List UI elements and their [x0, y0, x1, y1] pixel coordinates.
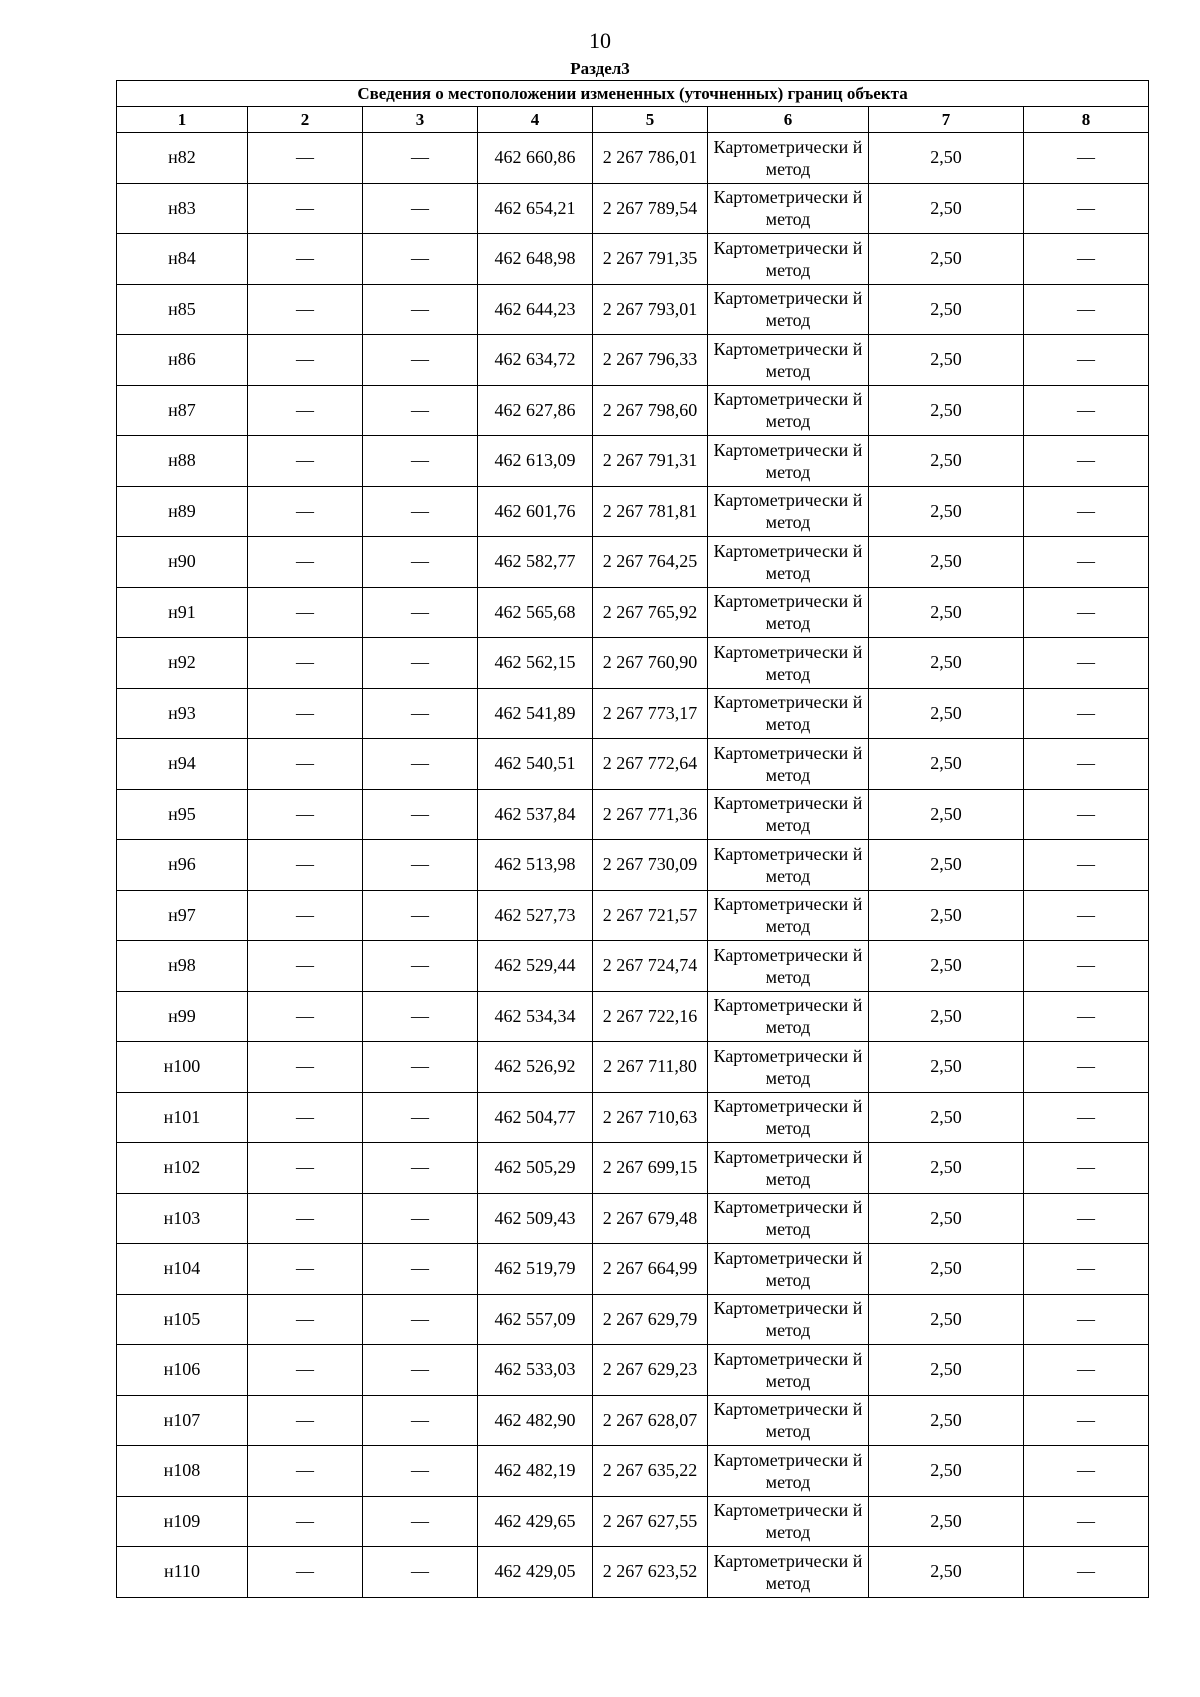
column-2-cell: —: [248, 284, 363, 335]
point-name-cell: н92: [117, 638, 248, 689]
column-8-cell: —: [1024, 335, 1149, 386]
x-coordinate-cell: 462 429,05: [478, 1547, 593, 1598]
table-row: [117, 638, 1149, 689]
method-cell: Картометрически й метод: [708, 1395, 869, 1446]
accuracy-cell: 2,50: [869, 1345, 1024, 1396]
point-name-cell: н95: [117, 789, 248, 840]
y-coordinate-cell: 2 267 772,64: [593, 739, 708, 790]
method-cell: Картометрически й метод: [708, 133, 869, 184]
column-8-cell: —: [1024, 1294, 1149, 1345]
table-row: [117, 1395, 1149, 1446]
y-coordinate-cell: 2 267 781,81: [593, 486, 708, 537]
column-2-cell: —: [248, 335, 363, 386]
point-name-cell: н97: [117, 890, 248, 941]
x-coordinate-cell: 462 519,79: [478, 1244, 593, 1295]
accuracy-cell: 2,50: [869, 1496, 1024, 1547]
method-cell: Картометрически й метод: [708, 688, 869, 739]
column-3-cell: —: [363, 183, 478, 234]
method-cell: Картометрически й метод: [708, 941, 869, 992]
x-coordinate-cell: 462 613,09: [478, 436, 593, 487]
point-name-cell: н101: [117, 1092, 248, 1143]
method-cell: Картометрически й метод: [708, 1042, 869, 1093]
point-name-cell: н99: [117, 991, 248, 1042]
column-3-cell: —: [363, 436, 478, 487]
x-coordinate-cell: 462 601,76: [478, 486, 593, 537]
accuracy-cell: 2,50: [869, 436, 1024, 487]
method-cell: Картометрически й метод: [708, 335, 869, 386]
column-8-cell: —: [1024, 1345, 1149, 1396]
column-8-cell: —: [1024, 840, 1149, 891]
column-3-cell: —: [363, 1244, 478, 1295]
point-name-cell: н100: [117, 1042, 248, 1093]
table-row: [117, 587, 1149, 638]
column-2-cell: —: [248, 739, 363, 790]
x-coordinate-cell: 462 648,98: [478, 234, 593, 285]
column-8-cell: —: [1024, 587, 1149, 638]
column-number-8: 8: [1024, 107, 1149, 133]
table-row: [117, 1092, 1149, 1143]
x-coordinate-cell: 462 557,09: [478, 1294, 593, 1345]
y-coordinate-cell: 2 267 730,09: [593, 840, 708, 891]
x-coordinate-cell: 462 582,77: [478, 537, 593, 588]
point-name-cell: н85: [117, 284, 248, 335]
column-3-cell: —: [363, 1446, 478, 1497]
x-coordinate-cell: 462 627,86: [478, 385, 593, 436]
accuracy-cell: 2,50: [869, 890, 1024, 941]
accuracy-cell: 2,50: [869, 1244, 1024, 1295]
x-coordinate-cell: 462 562,15: [478, 638, 593, 689]
column-8-cell: —: [1024, 1092, 1149, 1143]
column-2-cell: —: [248, 1244, 363, 1295]
table-row: [117, 234, 1149, 285]
accuracy-cell: 2,50: [869, 587, 1024, 638]
method-cell: Картометрически й метод: [708, 840, 869, 891]
accuracy-cell: 2,50: [869, 385, 1024, 436]
column-2-cell: —: [248, 1547, 363, 1598]
point-name-cell: н88: [117, 436, 248, 487]
x-coordinate-cell: 462 482,19: [478, 1446, 593, 1497]
column-3-cell: —: [363, 739, 478, 790]
column-3-cell: —: [363, 537, 478, 588]
column-3-cell: —: [363, 840, 478, 891]
accuracy-cell: 2,50: [869, 1294, 1024, 1345]
point-name-cell: н105: [117, 1294, 248, 1345]
column-number-3: 3: [363, 107, 478, 133]
method-cell: Картометрически й метод: [708, 739, 869, 790]
column-2-cell: —: [248, 436, 363, 487]
column-2-cell: —: [248, 133, 363, 184]
y-coordinate-cell: 2 267 635,22: [593, 1446, 708, 1497]
accuracy-cell: 2,50: [869, 234, 1024, 285]
column-3-cell: —: [363, 1345, 478, 1396]
column-2-cell: —: [248, 688, 363, 739]
point-name-cell: н82: [117, 133, 248, 184]
accuracy-cell: 2,50: [869, 1446, 1024, 1497]
x-coordinate-cell: 462 540,51: [478, 739, 593, 790]
column-number-6: 6: [708, 107, 869, 133]
point-name-cell: н94: [117, 739, 248, 790]
column-8-cell: —: [1024, 991, 1149, 1042]
accuracy-cell: 2,50: [869, 1395, 1024, 1446]
column-8-cell: —: [1024, 436, 1149, 487]
table-row: [117, 739, 1149, 790]
table-row: [117, 284, 1149, 335]
x-coordinate-cell: 462 537,84: [478, 789, 593, 840]
column-8-cell: —: [1024, 890, 1149, 941]
y-coordinate-cell: 2 267 771,36: [593, 789, 708, 840]
method-cell: Картометрически й метод: [708, 1244, 869, 1295]
column-2-cell: —: [248, 840, 363, 891]
column-2-cell: —: [248, 1092, 363, 1143]
column-8-cell: —: [1024, 537, 1149, 588]
method-cell: Картометрически й метод: [708, 1496, 869, 1547]
column-3-cell: —: [363, 941, 478, 992]
column-2-cell: —: [248, 1446, 363, 1497]
table-row: [117, 991, 1149, 1042]
method-cell: Картометрически й метод: [708, 234, 869, 285]
x-coordinate-cell: 462 505,29: [478, 1143, 593, 1194]
y-coordinate-cell: 2 267 791,35: [593, 234, 708, 285]
table-row: [117, 1244, 1149, 1295]
x-coordinate-cell: 462 509,43: [478, 1193, 593, 1244]
point-name-cell: н87: [117, 385, 248, 436]
accuracy-cell: 2,50: [869, 789, 1024, 840]
column-2-cell: —: [248, 587, 363, 638]
x-coordinate-cell: 462 527,73: [478, 890, 593, 941]
table-row: [117, 1345, 1149, 1396]
point-name-cell: н110: [117, 1547, 248, 1598]
y-coordinate-cell: 2 267 760,90: [593, 638, 708, 689]
y-coordinate-cell: 2 267 711,80: [593, 1042, 708, 1093]
method-cell: Картометрически й метод: [708, 385, 869, 436]
method-cell: Картометрически й метод: [708, 789, 869, 840]
method-cell: Картометрически й метод: [708, 1143, 869, 1194]
accuracy-cell: 2,50: [869, 133, 1024, 184]
x-coordinate-cell: 462 529,44: [478, 941, 593, 992]
x-coordinate-cell: 462 644,23: [478, 284, 593, 335]
section-title: Раздел3: [570, 59, 630, 78]
point-name-cell: н93: [117, 688, 248, 739]
table-row: [117, 1042, 1149, 1093]
point-name-cell: н108: [117, 1446, 248, 1497]
column-3-cell: —: [363, 688, 478, 739]
method-cell: Картометрически й метод: [708, 1547, 869, 1598]
table-row: [117, 335, 1149, 386]
accuracy-cell: 2,50: [869, 1547, 1024, 1598]
column-8-cell: —: [1024, 1496, 1149, 1547]
x-coordinate-cell: 462 482,90: [478, 1395, 593, 1446]
method-cell: Картометрически й метод: [708, 991, 869, 1042]
column-2-cell: —: [248, 1193, 363, 1244]
y-coordinate-cell: 2 267 679,48: [593, 1193, 708, 1244]
y-coordinate-cell: 2 267 699,15: [593, 1143, 708, 1194]
point-name-cell: н84: [117, 234, 248, 285]
accuracy-cell: 2,50: [869, 941, 1024, 992]
table-row: [117, 1446, 1149, 1497]
column-8-cell: —: [1024, 1547, 1149, 1598]
y-coordinate-cell: 2 267 722,16: [593, 991, 708, 1042]
accuracy-cell: 2,50: [869, 840, 1024, 891]
table-row: [117, 133, 1149, 184]
accuracy-cell: 2,50: [869, 1193, 1024, 1244]
column-3-cell: —: [363, 587, 478, 638]
column-8-cell: —: [1024, 739, 1149, 790]
accuracy-cell: 2,50: [869, 638, 1024, 689]
table-row: [117, 941, 1149, 992]
column-2-cell: —: [248, 486, 363, 537]
method-cell: Картометрически й метод: [708, 1193, 869, 1244]
column-3-cell: —: [363, 1294, 478, 1345]
point-name-cell: н86: [117, 335, 248, 386]
point-name-cell: н103: [117, 1193, 248, 1244]
x-coordinate-cell: 462 654,21: [478, 183, 593, 234]
method-cell: Картометрически й метод: [708, 436, 869, 487]
accuracy-cell: 2,50: [869, 739, 1024, 790]
point-name-cell: н91: [117, 587, 248, 638]
column-8-cell: —: [1024, 1143, 1149, 1194]
x-coordinate-cell: 462 526,92: [478, 1042, 593, 1093]
table-row: [117, 486, 1149, 537]
y-coordinate-cell: 2 267 765,92: [593, 587, 708, 638]
column-8-cell: —: [1024, 234, 1149, 285]
x-coordinate-cell: 462 534,34: [478, 991, 593, 1042]
x-coordinate-cell: 462 660,86: [478, 133, 593, 184]
boundary-coordinates-table: [116, 80, 1149, 1598]
method-cell: Картометрически й метод: [708, 284, 869, 335]
column-8-cell: —: [1024, 486, 1149, 537]
column-2-cell: —: [248, 991, 363, 1042]
page-number: 10: [589, 28, 611, 53]
table-row: [117, 537, 1149, 588]
table-row: [117, 385, 1149, 436]
column-number-1: 1: [117, 107, 248, 133]
x-coordinate-cell: 462 565,68: [478, 587, 593, 638]
column-8-cell: —: [1024, 1446, 1149, 1497]
column-3-cell: —: [363, 789, 478, 840]
accuracy-cell: 2,50: [869, 1092, 1024, 1143]
column-8-cell: —: [1024, 1193, 1149, 1244]
accuracy-cell: 2,50: [869, 1143, 1024, 1194]
table-caption: Сведения о местоположении измененных (уточненных) границ объекта: [117, 81, 1149, 107]
method-cell: Картометрически й метод: [708, 486, 869, 537]
y-coordinate-cell: 2 267 764,25: [593, 537, 708, 588]
table-row: [117, 840, 1149, 891]
y-coordinate-cell: 2 267 796,33: [593, 335, 708, 386]
accuracy-cell: 2,50: [869, 486, 1024, 537]
point-name-cell: н109: [117, 1496, 248, 1547]
accuracy-cell: 2,50: [869, 688, 1024, 739]
column-8-cell: —: [1024, 183, 1149, 234]
table-row: [117, 183, 1149, 234]
column-8-cell: —: [1024, 385, 1149, 436]
column-3-cell: —: [363, 638, 478, 689]
method-cell: Картометрически й метод: [708, 1294, 869, 1345]
column-2-cell: —: [248, 1042, 363, 1093]
column-3-cell: —: [363, 1042, 478, 1093]
point-name-cell: н83: [117, 183, 248, 234]
point-name-cell: н107: [117, 1395, 248, 1446]
table-row: [117, 789, 1149, 840]
column-2-cell: —: [248, 385, 363, 436]
table-row: [117, 1547, 1149, 1598]
accuracy-cell: 2,50: [869, 1042, 1024, 1093]
column-2-cell: —: [248, 890, 363, 941]
point-name-cell: н102: [117, 1143, 248, 1194]
method-cell: Картометрически й метод: [708, 1092, 869, 1143]
column-number-4: 4: [478, 107, 593, 133]
y-coordinate-cell: 2 267 773,17: [593, 688, 708, 739]
method-cell: Картометрически й метод: [708, 638, 869, 689]
table-body: [117, 133, 1149, 1598]
accuracy-cell: 2,50: [869, 183, 1024, 234]
column-2-cell: —: [248, 1395, 363, 1446]
column-3-cell: —: [363, 335, 478, 386]
point-name-cell: н89: [117, 486, 248, 537]
y-coordinate-cell: 2 267 628,07: [593, 1395, 708, 1446]
table-row: [117, 890, 1149, 941]
accuracy-cell: 2,50: [869, 335, 1024, 386]
x-coordinate-cell: 462 533,03: [478, 1345, 593, 1396]
table-row: [117, 1294, 1149, 1345]
column-2-cell: —: [248, 789, 363, 840]
column-2-cell: —: [248, 638, 363, 689]
y-coordinate-cell: 2 267 798,60: [593, 385, 708, 436]
column-2-cell: —: [248, 941, 363, 992]
accuracy-cell: 2,50: [869, 991, 1024, 1042]
point-name-cell: н104: [117, 1244, 248, 1295]
column-8-cell: —: [1024, 638, 1149, 689]
column-3-cell: —: [363, 1143, 478, 1194]
x-coordinate-cell: 462 504,77: [478, 1092, 593, 1143]
column-8-cell: —: [1024, 133, 1149, 184]
y-coordinate-cell: 2 267 627,55: [593, 1496, 708, 1547]
column-8-cell: —: [1024, 1395, 1149, 1446]
accuracy-cell: 2,50: [869, 284, 1024, 335]
column-2-cell: —: [248, 183, 363, 234]
column-8-cell: —: [1024, 688, 1149, 739]
y-coordinate-cell: 2 267 629,23: [593, 1345, 708, 1396]
column-number-2: 2: [248, 107, 363, 133]
y-coordinate-cell: 2 267 791,31: [593, 436, 708, 487]
y-coordinate-cell: 2 267 664,99: [593, 1244, 708, 1295]
x-coordinate-cell: 462 429,65: [478, 1496, 593, 1547]
column-3-cell: —: [363, 1496, 478, 1547]
column-2-cell: —: [248, 537, 363, 588]
table-row: [117, 1143, 1149, 1194]
x-coordinate-cell: 462 634,72: [478, 335, 593, 386]
method-cell: Картометрически й метод: [708, 537, 869, 588]
column-number-row: [117, 107, 1149, 133]
accuracy-cell: 2,50: [869, 537, 1024, 588]
method-cell: Картометрически й метод: [708, 183, 869, 234]
column-3-cell: —: [363, 1395, 478, 1446]
column-2-cell: —: [248, 1345, 363, 1396]
method-cell: Картометрически й метод: [708, 1345, 869, 1396]
column-3-cell: —: [363, 385, 478, 436]
column-8-cell: —: [1024, 941, 1149, 992]
y-coordinate-cell: 2 267 623,52: [593, 1547, 708, 1598]
y-coordinate-cell: 2 267 629,79: [593, 1294, 708, 1345]
column-2-cell: —: [248, 1294, 363, 1345]
column-number-5: 5: [593, 107, 708, 133]
x-coordinate-cell: 462 541,89: [478, 688, 593, 739]
method-cell: Картометрически й метод: [708, 587, 869, 638]
column-3-cell: —: [363, 991, 478, 1042]
column-3-cell: —: [363, 1193, 478, 1244]
point-name-cell: н98: [117, 941, 248, 992]
column-3-cell: —: [363, 234, 478, 285]
column-2-cell: —: [248, 234, 363, 285]
table-row: [117, 688, 1149, 739]
point-name-cell: н90: [117, 537, 248, 588]
point-name-cell: н106: [117, 1345, 248, 1396]
y-coordinate-cell: 2 267 786,01: [593, 133, 708, 184]
column-8-cell: —: [1024, 1042, 1149, 1093]
point-name-cell: н96: [117, 840, 248, 891]
method-cell: Картометрически й метод: [708, 1446, 869, 1497]
x-coordinate-cell: 462 513,98: [478, 840, 593, 891]
table-row: [117, 436, 1149, 487]
column-3-cell: —: [363, 1092, 478, 1143]
table-row: [117, 1193, 1149, 1244]
column-3-cell: —: [363, 1547, 478, 1598]
column-3-cell: —: [363, 133, 478, 184]
column-3-cell: —: [363, 284, 478, 335]
y-coordinate-cell: 2 267 789,54: [593, 183, 708, 234]
method-cell: Картометрически й метод: [708, 890, 869, 941]
y-coordinate-cell: 2 267 710,63: [593, 1092, 708, 1143]
column-8-cell: —: [1024, 284, 1149, 335]
y-coordinate-cell: 2 267 793,01: [593, 284, 708, 335]
column-3-cell: —: [363, 486, 478, 537]
column-2-cell: —: [248, 1143, 363, 1194]
column-number-7: 7: [869, 107, 1024, 133]
y-coordinate-cell: 2 267 724,74: [593, 941, 708, 992]
column-8-cell: —: [1024, 789, 1149, 840]
column-2-cell: —: [248, 1496, 363, 1547]
table-row: [117, 1496, 1149, 1547]
column-3-cell: —: [363, 890, 478, 941]
column-8-cell: —: [1024, 1244, 1149, 1295]
y-coordinate-cell: 2 267 721,57: [593, 890, 708, 941]
